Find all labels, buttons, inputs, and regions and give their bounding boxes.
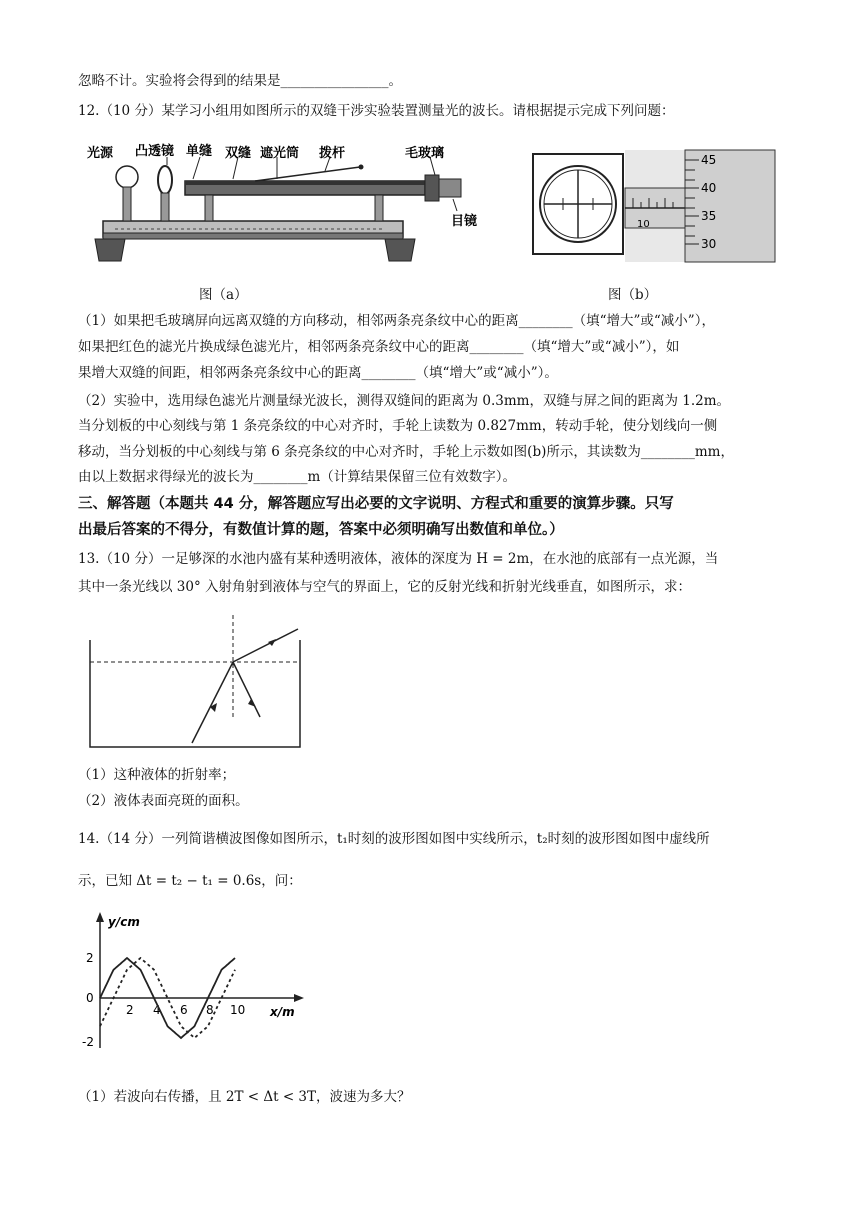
text-line: 由以上数据求得绿光的波长为________m（计算结果保留三位有效数字）。: [78, 469, 517, 485]
text-line: 其中一条光线以 30° 入射角射到液体与空气的界面上，它的反射光线和折射光线垂直，如图所示，求：: [78, 579, 692, 595]
label-double-slit: 双缝: [225, 146, 252, 161]
figure-pool-rays: [90, 615, 305, 750]
x-tick-8: 8: [206, 1003, 214, 1017]
question-13-part-2: （2）液体表面亮斑的面积。: [78, 793, 249, 809]
main-scale-label: 10: [637, 219, 650, 230]
label-light-source: 光源: [87, 146, 114, 161]
text-line: 示，已知 Δt = t₂ − t₁ = 0.6s，问：: [78, 873, 302, 889]
section-3-heading-cont: 出最后答案的不得分，有数值计算的题，答案中必须明确写出数值和单位。）: [78, 522, 564, 538]
label-ground-glass: 毛玻璃: [405, 146, 445, 161]
text-line: （2）实验中，选用绿色滤光片测量绿光波长，测得双缝间的距离为 0.3mm，双缝与屏之间的距离为 1.2m。: [78, 393, 731, 409]
x-tick-4: 4: [153, 1003, 161, 1017]
label-convex-lens: 凸透镜: [135, 144, 175, 159]
figure-a-apparatus: [85, 135, 485, 270]
y-tick-neg2: -2: [82, 1035, 94, 1049]
label-single-slit: 单缝: [186, 144, 213, 159]
wave-chart: [80, 910, 310, 1060]
figure-b-caption: 图（b）: [608, 287, 658, 303]
scale-label-45: 45: [701, 153, 717, 167]
text-line: 当分划板的中心刻线与第 1 条亮条纹的中心对齐时，手轮上读数为 0.827mm，转动手轮，使分划线向一侧: [78, 418, 718, 434]
x-tick-10: 10: [230, 1003, 246, 1017]
section-3-heading: 三、解答题（本题共 44 分，解答题应写出必要的文字说明、方程式和重要的演算步骤。只写: [78, 496, 674, 512]
text-line: 忽略不计。实验将会得到的结果是________________。: [78, 73, 402, 89]
x-tick-2: 2: [126, 1003, 134, 1017]
text-line: 移动，当分划板的中心刻线与第 6 条亮条纹的中心对齐时，手轮上示数如图(b)所示，其读数为________mm，: [78, 444, 734, 460]
figure-b-micrometer: [533, 150, 778, 262]
x-tick-6: 6: [180, 1003, 188, 1017]
scale-label-30: 30: [701, 237, 717, 251]
label-eyepiece: 目镜: [451, 214, 478, 229]
question-13-part-1: （1）这种液体的折射率；: [78, 767, 236, 783]
label-lever: 拨杆: [319, 146, 346, 161]
y-tick-0: 0: [86, 991, 94, 1005]
figure-a-caption: 图（a）: [199, 287, 248, 303]
label-light-tube: 遮光筒: [260, 146, 300, 161]
question-14-stem: 14.（14 分）一列简谐横波图像如图所示，t₁时刻的波形图如图中实线所示，t₂时刻的波形图如图中虚线所: [78, 831, 710, 847]
y-axis-label: y/cm: [108, 915, 140, 929]
question-13-stem: 13.（10 分）一足够深的水池内盛有某种透明液体，液体的深度为 H = 2m，在水池的底部有一点光源，当: [78, 551, 719, 567]
y-tick-2: 2: [86, 951, 94, 965]
text-line: 如果把红色的滤光片换成绿色滤光片，相邻两条亮条纹中心的距离________（填“增大”或“减小”），如: [78, 339, 680, 355]
x-axis-label: x/m: [270, 1005, 295, 1019]
scale-label-40: 40: [701, 181, 717, 195]
text-line: 果增大双缝的间距，相邻两条亮条纹中心的距离________（填“增大”或“减小”）。: [78, 365, 558, 381]
scale-label-35: 35: [701, 209, 717, 223]
question-14-part-1: （1）若波向右传播，且 2T < Δt < 3T，波速为多大？: [78, 1089, 411, 1105]
text-line: （1）如果把毛玻璃屏向远离双缝的方向移动，相邻两条亮条纹中心的距离________（填“增大”或“减小”），: [78, 313, 715, 329]
question-12-stem: 12.（10 分）某学习小组用如图所示的双缝干涉实验装置测量光的波长。请根据提示完成下列问题：: [78, 103, 675, 119]
